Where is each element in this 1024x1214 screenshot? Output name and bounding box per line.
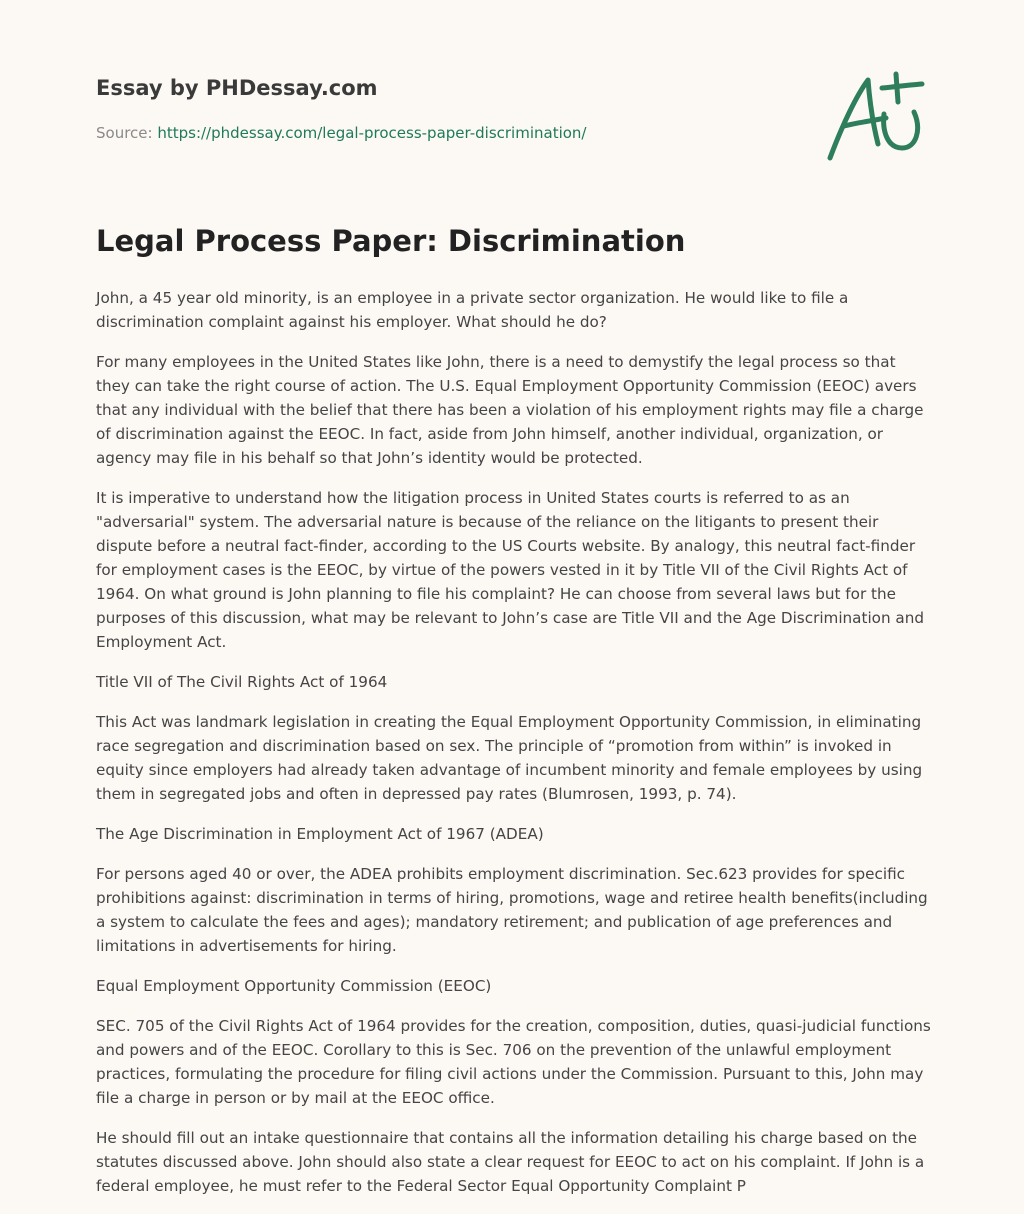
source-line xyxy=(96,124,586,142)
essay-title: Legal Process Paper: Discrimination xyxy=(96,224,686,258)
paragraph: It is imperative to understand how the litigation process in United States courts is referred to as an "adversarial" system. The adversarial nature is because of the reliance on the litigants to present their dispute before a neutral fact-finder, according to the US Courts website. By analogy, this neutral fact-finder for employment cases is the EEOC, by virtue of the powers vested in it by Title VII of the Civil Rights Act of 1964. On what ground is John planning to file his complaint? He can choose from several laws but for the purposes of this discussion, what may be relevant to John’s case are Title VII and the Age Discrimination and Employment Act. xyxy=(96,489,924,651)
paragraph: SEC. 705 of the Civil Rights Act of 1964 provides for the creation, composition, duties, quasi-judicial functions and powers and of the EEOC. Corollary to this is Sec. 706 on the prevention of the unlawful employment practices, formulating the procedure for filing civil actions under the Commission. Pursuant to this, John may file a charge in person or by mail at the EEOC office. xyxy=(96,1017,931,1107)
source-link[interactable]: https://phdessay.com/legal-process-paper-discrimination/ xyxy=(157,124,587,142)
a-plus-logo-icon xyxy=(826,66,926,166)
paragraph: John, a 45 year old minority, is an employee in a private sector organization. He would like to file a discrimination complaint against his employer. What should he do? xyxy=(96,289,849,331)
paragraph: This Act was landmark legislation in creating the Equal Employment Opportunity Commission, in eliminating race segregation and discrimination based on sex. The principle of “promotion from within” is invoked in equity since employers had already taken advantage of incumbent minority and female employees by using them in segregated jobs and often in depressed pay rates (Blumrosen, 1993, p. 74). xyxy=(96,713,923,803)
section-heading: Equal Employment Opportunity Commission (EEOC) xyxy=(96,977,492,995)
essay-body xyxy=(96,286,932,1214)
section-heading: The Age Discrimination in Employment Act of 1967 (ADEA) xyxy=(96,825,544,843)
site-brand: Essay by PHDessay.com xyxy=(96,76,378,100)
paragraph: For many employees in the United States like John, there is a need to demystify the legal process so that they can take the right course of action. The U.S. Equal Employment Opportunity Commission (EEOC) avers that any individual with the belief that there has been a violation of his employment rights may file a charge of discrimination against the EEOC. In fact, aside from John himself, another individual, organization, or agency may file in his behalf so that John’s identity would be protected. xyxy=(96,353,924,467)
paragraph: For persons aged 40 or over, the ADEA prohibits employment discrimination. Sec.623 provides for specific prohibitions against: discrimination in terms of hiring, promotions, wage and retiree health benefits(including a system to calculate the fees and ages); mandatory retirement; and publication of age preferences and limitations in advertisements for hiring. xyxy=(96,865,928,955)
paragraph: He should fill out an intake questionnaire that contains all the information detailing his charge based on the statutes discussed above. John should also state a clear request for EEOC to act on his complaint. If John is a federal employee, he must refer to the Federal Sector Equal Opportunity Complaint P xyxy=(96,1129,925,1195)
section-heading: Title VII of The Civil Rights Act of 1964 xyxy=(96,673,388,691)
source-label: Source: xyxy=(96,124,158,142)
